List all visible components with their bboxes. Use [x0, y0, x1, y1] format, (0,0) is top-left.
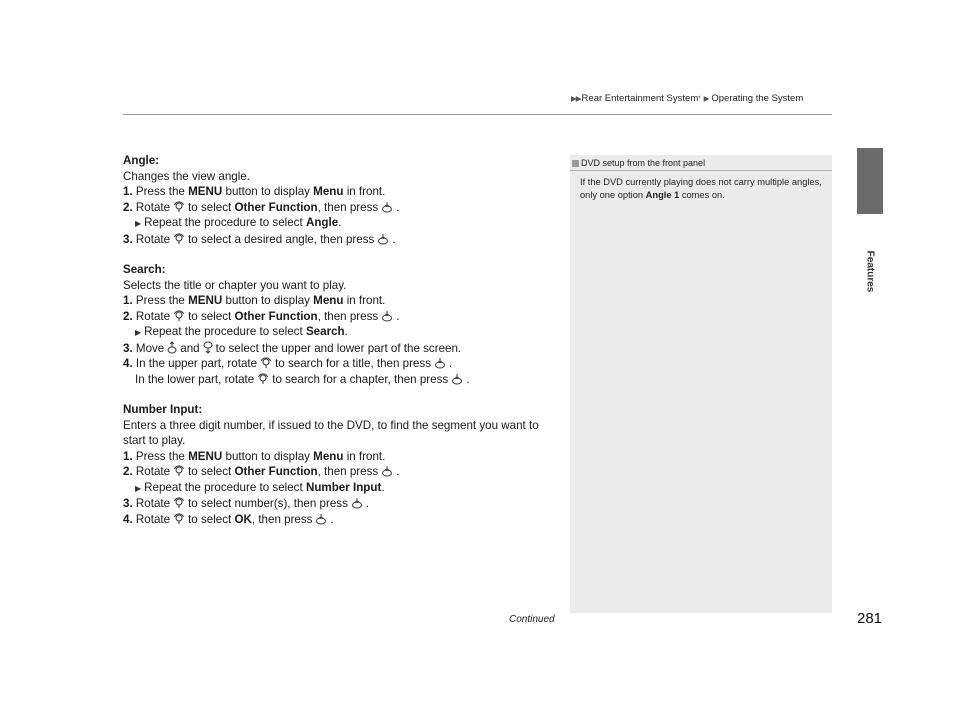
- note-text-c: comes on.: [681, 189, 725, 200]
- step-text: .: [396, 465, 400, 478]
- interface-dial-down-icon: [203, 341, 213, 354]
- section-tab-label: Features: [864, 250, 876, 292]
- breadcrumb-topic: Operating the System: [711, 93, 804, 104]
- sub-text: .: [381, 480, 385, 494]
- sub-text: Repeat the procedure to select: [144, 325, 303, 338]
- step-text: Press the: [135, 294, 185, 307]
- step-number: 2.: [123, 200, 133, 214]
- step-text: in front.: [346, 294, 386, 307]
- step-text: .: [449, 357, 453, 370]
- step-2: [123, 200, 563, 216]
- note-rule: [570, 170, 832, 171]
- sub-text: .: [344, 325, 348, 338]
- section-description: Enters a three digit number, if issued to the DVD, to find the segment you want to start to play.: [123, 418, 539, 447]
- step-text: to search for a title, then press: [275, 357, 432, 370]
- step-text: to select: [188, 465, 232, 478]
- step-text: Press the: [135, 185, 185, 198]
- section-tab-label-wrap: [855, 226, 885, 316]
- step-1: [123, 293, 563, 309]
- note-text-a: If the DVD currently playing does not carry multiple angles, only one option: [580, 177, 822, 200]
- step-text: , then press: [317, 465, 379, 478]
- step-3: [123, 232, 563, 248]
- interface-dial-press-icon: [377, 233, 389, 245]
- step-text: to select number(s), then press: [188, 497, 348, 510]
- step-1: [123, 449, 563, 465]
- note-text: [580, 176, 826, 201]
- step-number: 4.: [123, 357, 133, 370]
- step-3: [123, 496, 563, 512]
- interface-dial-press-icon: [381, 201, 393, 213]
- step-4: [123, 356, 563, 372]
- step-text: and: [180, 341, 200, 355]
- step-4-sub: [123, 372, 563, 388]
- step-text: to select a desired angle, then press: [188, 232, 375, 246]
- step-text: to select: [188, 512, 232, 526]
- sub-text: Repeat the procedure to select: [144, 216, 303, 229]
- step-text: , then press: [317, 309, 379, 323]
- interface-dial-press-icon: [351, 497, 363, 509]
- step-2-sub: [123, 215, 563, 232]
- step-number: 1.: [123, 294, 133, 307]
- section-description: Selects the title or chapter you want to play.: [123, 278, 347, 292]
- menu-name: Menu: [313, 294, 344, 307]
- step-text: .: [330, 512, 334, 526]
- interface-dial-rotate-icon: [173, 201, 185, 213]
- step-2: [123, 309, 563, 325]
- menu-name: Menu: [313, 185, 344, 198]
- interface-dial-rotate-icon: [173, 233, 185, 245]
- option-name: Number Input: [305, 480, 382, 494]
- step-text: Rotate: [135, 465, 171, 478]
- step-text: button to display: [225, 185, 310, 198]
- step-text: .: [365, 497, 370, 510]
- step-text: Rotate: [135, 512, 171, 526]
- interface-dial-press-icon: [434, 357, 446, 369]
- step-number: 1.: [123, 449, 133, 463]
- step-2-sub: [123, 324, 563, 341]
- step-text: Rotate: [135, 497, 171, 510]
- step-text: Rotate: [135, 309, 171, 323]
- note-marker-icon: [572, 160, 579, 167]
- sub-text: to search for a chapter, then press: [272, 372, 449, 386]
- note-panel: [570, 155, 832, 613]
- step-text: to select the upper and lower part of the screen.: [215, 341, 462, 355]
- button-name: MENU: [188, 185, 223, 198]
- interface-dial-rotate-icon: [173, 497, 185, 509]
- triangle-right-icon: ▶: [135, 483, 142, 493]
- step-text: In the upper part, rotate: [135, 357, 258, 370]
- step-text: in front.: [346, 449, 386, 463]
- button-name: MENU: [188, 294, 223, 307]
- note-title: [572, 158, 705, 168]
- step-text: Press the: [135, 449, 185, 463]
- option-name: Other Function: [234, 200, 318, 214]
- page-number: 281: [857, 610, 883, 627]
- step-text: to select: [188, 309, 232, 323]
- continued-label: Continued: [509, 614, 555, 625]
- step-3: [123, 341, 563, 357]
- interface-dial-rotate-icon: [173, 465, 185, 477]
- breadcrumb: [571, 93, 803, 104]
- interface-dial-rotate-icon: [173, 513, 185, 525]
- step-text: in front.: [346, 185, 386, 198]
- sub-text: .: [466, 372, 470, 386]
- step-2-sub: [123, 480, 563, 497]
- option-name: Other Function: [234, 465, 318, 478]
- step-2: [123, 464, 563, 480]
- step-number: 2.: [123, 465, 133, 478]
- section-tab: [857, 148, 883, 214]
- interface-dial-press-icon: [315, 513, 327, 525]
- step-text: to select: [188, 200, 232, 214]
- section-title: Search:: [123, 263, 166, 276]
- main-content: [123, 153, 563, 542]
- menu-name: Menu: [313, 449, 344, 463]
- step-text: Move: [135, 341, 165, 355]
- interface-dial-press-icon: [381, 465, 393, 477]
- button-name: MENU: [188, 449, 223, 463]
- interface-dial-press-icon: [451, 373, 463, 385]
- interface-dial-rotate-icon: [173, 310, 185, 322]
- option-name: Other Function: [234, 309, 318, 323]
- interface-dial-rotate-icon: [260, 357, 272, 369]
- step-1: [123, 184, 563, 200]
- step-text: button to display: [225, 449, 310, 463]
- header-rule: [123, 114, 832, 115]
- triangle-right-icon: ▶: [135, 219, 142, 228]
- step-text: button to display: [225, 294, 310, 307]
- triangle-right-icon: ▶: [703, 94, 709, 103]
- option-name: Angle: [305, 216, 339, 229]
- step-number: 2.: [123, 309, 133, 323]
- note-option: Angle 1: [645, 189, 680, 200]
- section-description: Changes the view angle.: [123, 169, 250, 183]
- sub-text: .: [338, 216, 342, 229]
- triangle-right-icon: ▶▶: [571, 94, 581, 103]
- step-text: .: [392, 232, 396, 246]
- note-title-text: DVD setup from the front panel: [581, 158, 706, 168]
- option-name: Search: [305, 325, 345, 338]
- step-text: Rotate: [135, 200, 171, 214]
- step-text: .: [396, 309, 400, 323]
- step-number: 3.: [123, 232, 133, 246]
- step-4: [123, 512, 563, 528]
- section-title: Angle:: [123, 154, 160, 167]
- breadcrumb-section: Rear Entertainment System: [581, 93, 699, 104]
- sub-text: In the lower part, rotate: [135, 372, 255, 386]
- step-number: 3.: [123, 497, 133, 510]
- section-number-input: [123, 402, 563, 527]
- sub-text: Repeat the procedure to select: [144, 480, 303, 494]
- interface-dial-up-icon: [167, 341, 177, 354]
- step-number: 4.: [123, 512, 133, 526]
- section-angle: [123, 153, 563, 247]
- option-name: OK: [234, 512, 252, 526]
- section-search: [123, 262, 563, 387]
- interface-dial-press-icon: [381, 310, 393, 322]
- step-text: .: [396, 200, 400, 214]
- step-text: Rotate: [135, 232, 171, 246]
- footnote-mark: *: [698, 95, 701, 102]
- step-text: , then press: [251, 512, 313, 526]
- triangle-right-icon: ▶: [135, 328, 142, 337]
- step-number: 3.: [123, 341, 133, 355]
- step-text: , then press: [317, 200, 379, 214]
- step-number: 1.: [123, 185, 133, 198]
- section-title: Number Input:: [123, 403, 203, 416]
- interface-dial-rotate-icon: [257, 373, 269, 385]
